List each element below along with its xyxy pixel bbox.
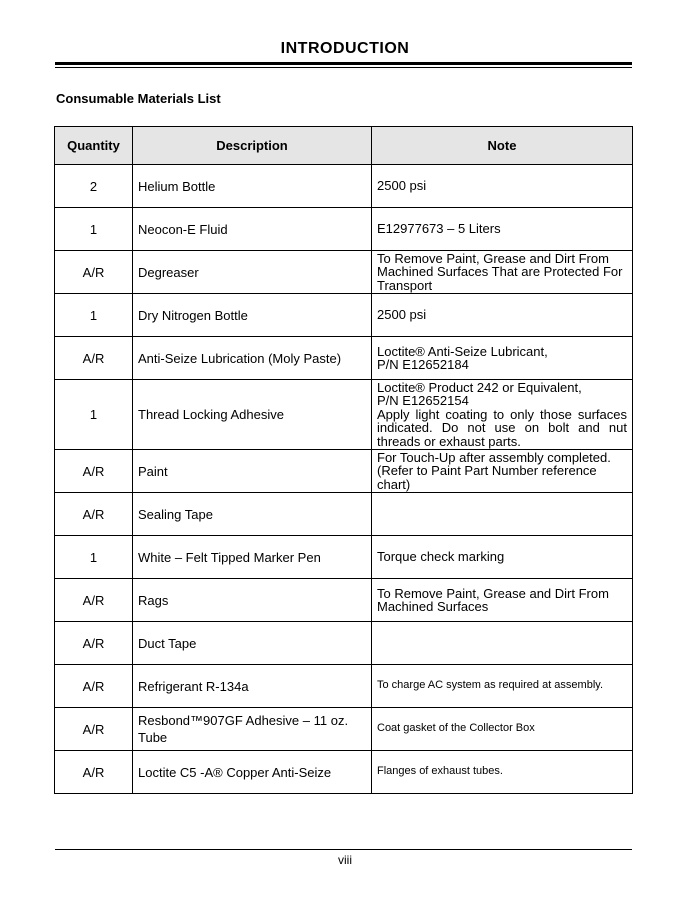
header-rule-thick <box>55 62 632 65</box>
section-title: Consumable Materials List <box>56 91 221 106</box>
description-cell: Helium Bottle <box>133 165 372 208</box>
quantity-cell: 1 <box>55 208 133 251</box>
table-row <box>55 579 633 622</box>
note-text: E12977673 – 5 Liters <box>377 221 501 237</box>
table-row <box>55 208 633 251</box>
table-row <box>55 622 633 665</box>
table-row <box>55 450 633 493</box>
description-cell: Loctite C5 -A® Copper Anti-Seize <box>133 751 372 794</box>
note-part-number: P/N E12652184 <box>377 357 469 372</box>
note-cell <box>372 165 633 208</box>
note-text: To Remove Paint, Grease and Dirt From Machined Surfaces <box>377 585 609 614</box>
description-cell: Thread Locking Adhesive <box>133 380 372 450</box>
column-header-quantity: Quantity <box>55 127 133 165</box>
description-cell: Refrigerant R-134a <box>133 665 372 708</box>
note-cell <box>372 450 633 493</box>
note-text: Loctite® Product 242 or Equivalent, <box>377 379 582 395</box>
table-row <box>55 751 633 794</box>
page-number: viii <box>338 853 352 867</box>
note-text: 2500 psi <box>377 307 427 323</box>
note-cell <box>372 751 633 794</box>
quantity-cell: A/R <box>55 493 133 536</box>
quantity-cell: A/R <box>55 708 133 751</box>
table-row <box>55 337 633 380</box>
description-cell: Paint <box>133 450 372 493</box>
note-instructions: Apply light coating to only those surfaces indicated. Do not use on bolt and nut threads or exhaust parts. <box>377 406 627 449</box>
quantity-cell: A/R <box>55 337 133 380</box>
quantity-cell: A/R <box>55 665 133 708</box>
quantity-cell: 1 <box>55 294 133 337</box>
table-row <box>55 493 633 536</box>
table-header-row <box>55 127 633 165</box>
note-text: To charge AC system as required at assembly. <box>377 679 604 692</box>
note-text: Coat gasket of the Collector Box <box>377 722 535 735</box>
footer-rule <box>55 849 632 850</box>
note-cell <box>372 208 633 251</box>
description-cell: Dry Nitrogen Bottle <box>133 294 372 337</box>
note-text: Flanges of exhaust tubes. <box>377 765 503 778</box>
note-part-number: P/N E12652154 <box>377 393 469 409</box>
note-cell <box>372 337 633 380</box>
table-row <box>55 380 633 450</box>
quantity-cell: A/R <box>55 251 133 294</box>
column-header-description: Description <box>133 127 372 165</box>
note-text: Torque check marking <box>377 549 505 565</box>
note-cell <box>372 294 633 337</box>
header-rule-thin <box>55 67 632 68</box>
note-text: For Touch-Up after assembly completed. (Refer to Paint Part Number reference chart) <box>377 449 611 492</box>
description-cell: Rags <box>133 579 372 622</box>
column-header-note: Note <box>372 127 633 165</box>
table-row <box>55 294 633 337</box>
note-cell <box>372 493 633 536</box>
note-cell <box>372 536 633 579</box>
quantity-cell: 2 <box>55 165 133 208</box>
note-text: 2500 psi <box>377 178 427 194</box>
note-text: Loctite® Anti-Seize Lubricant, <box>377 343 548 359</box>
quantity-cell: A/R <box>55 579 133 622</box>
quantity-cell: 1 <box>55 536 133 579</box>
note-cell <box>372 579 633 622</box>
note-cell <box>372 622 633 665</box>
quantity-cell: A/R <box>55 751 133 794</box>
description-cell: White – Felt Tipped Marker Pen <box>133 536 372 579</box>
table-row <box>55 665 633 708</box>
quantity-cell: 1 <box>55 380 133 450</box>
description-cell: Neocon-E Fluid <box>133 208 372 251</box>
note-cell <box>372 708 633 751</box>
description-cell: Duct Tape <box>133 622 372 665</box>
table-row <box>55 708 633 751</box>
table-row <box>55 251 633 294</box>
note-cell <box>372 380 633 450</box>
consumable-materials-table <box>54 126 633 794</box>
description-cell: Sealing Tape <box>133 493 372 536</box>
note-cell <box>372 251 633 294</box>
note-text: To Remove Paint, Grease and Dirt From Machined Surfaces That are Protected For Transport <box>377 250 623 293</box>
table-row <box>55 165 633 208</box>
description-cell: Degreaser <box>133 251 372 294</box>
page-title: INTRODUCTION <box>280 40 410 57</box>
quantity-cell: A/R <box>55 450 133 493</box>
description-cell: Anti-Seize Lubrication (Moly Paste) <box>133 337 372 380</box>
quantity-cell: A/R <box>55 622 133 665</box>
note-cell <box>372 665 633 708</box>
table-row <box>55 536 633 579</box>
description-cell: Resbond™907GF Adhesive – 11 oz. Tube <box>133 708 372 751</box>
